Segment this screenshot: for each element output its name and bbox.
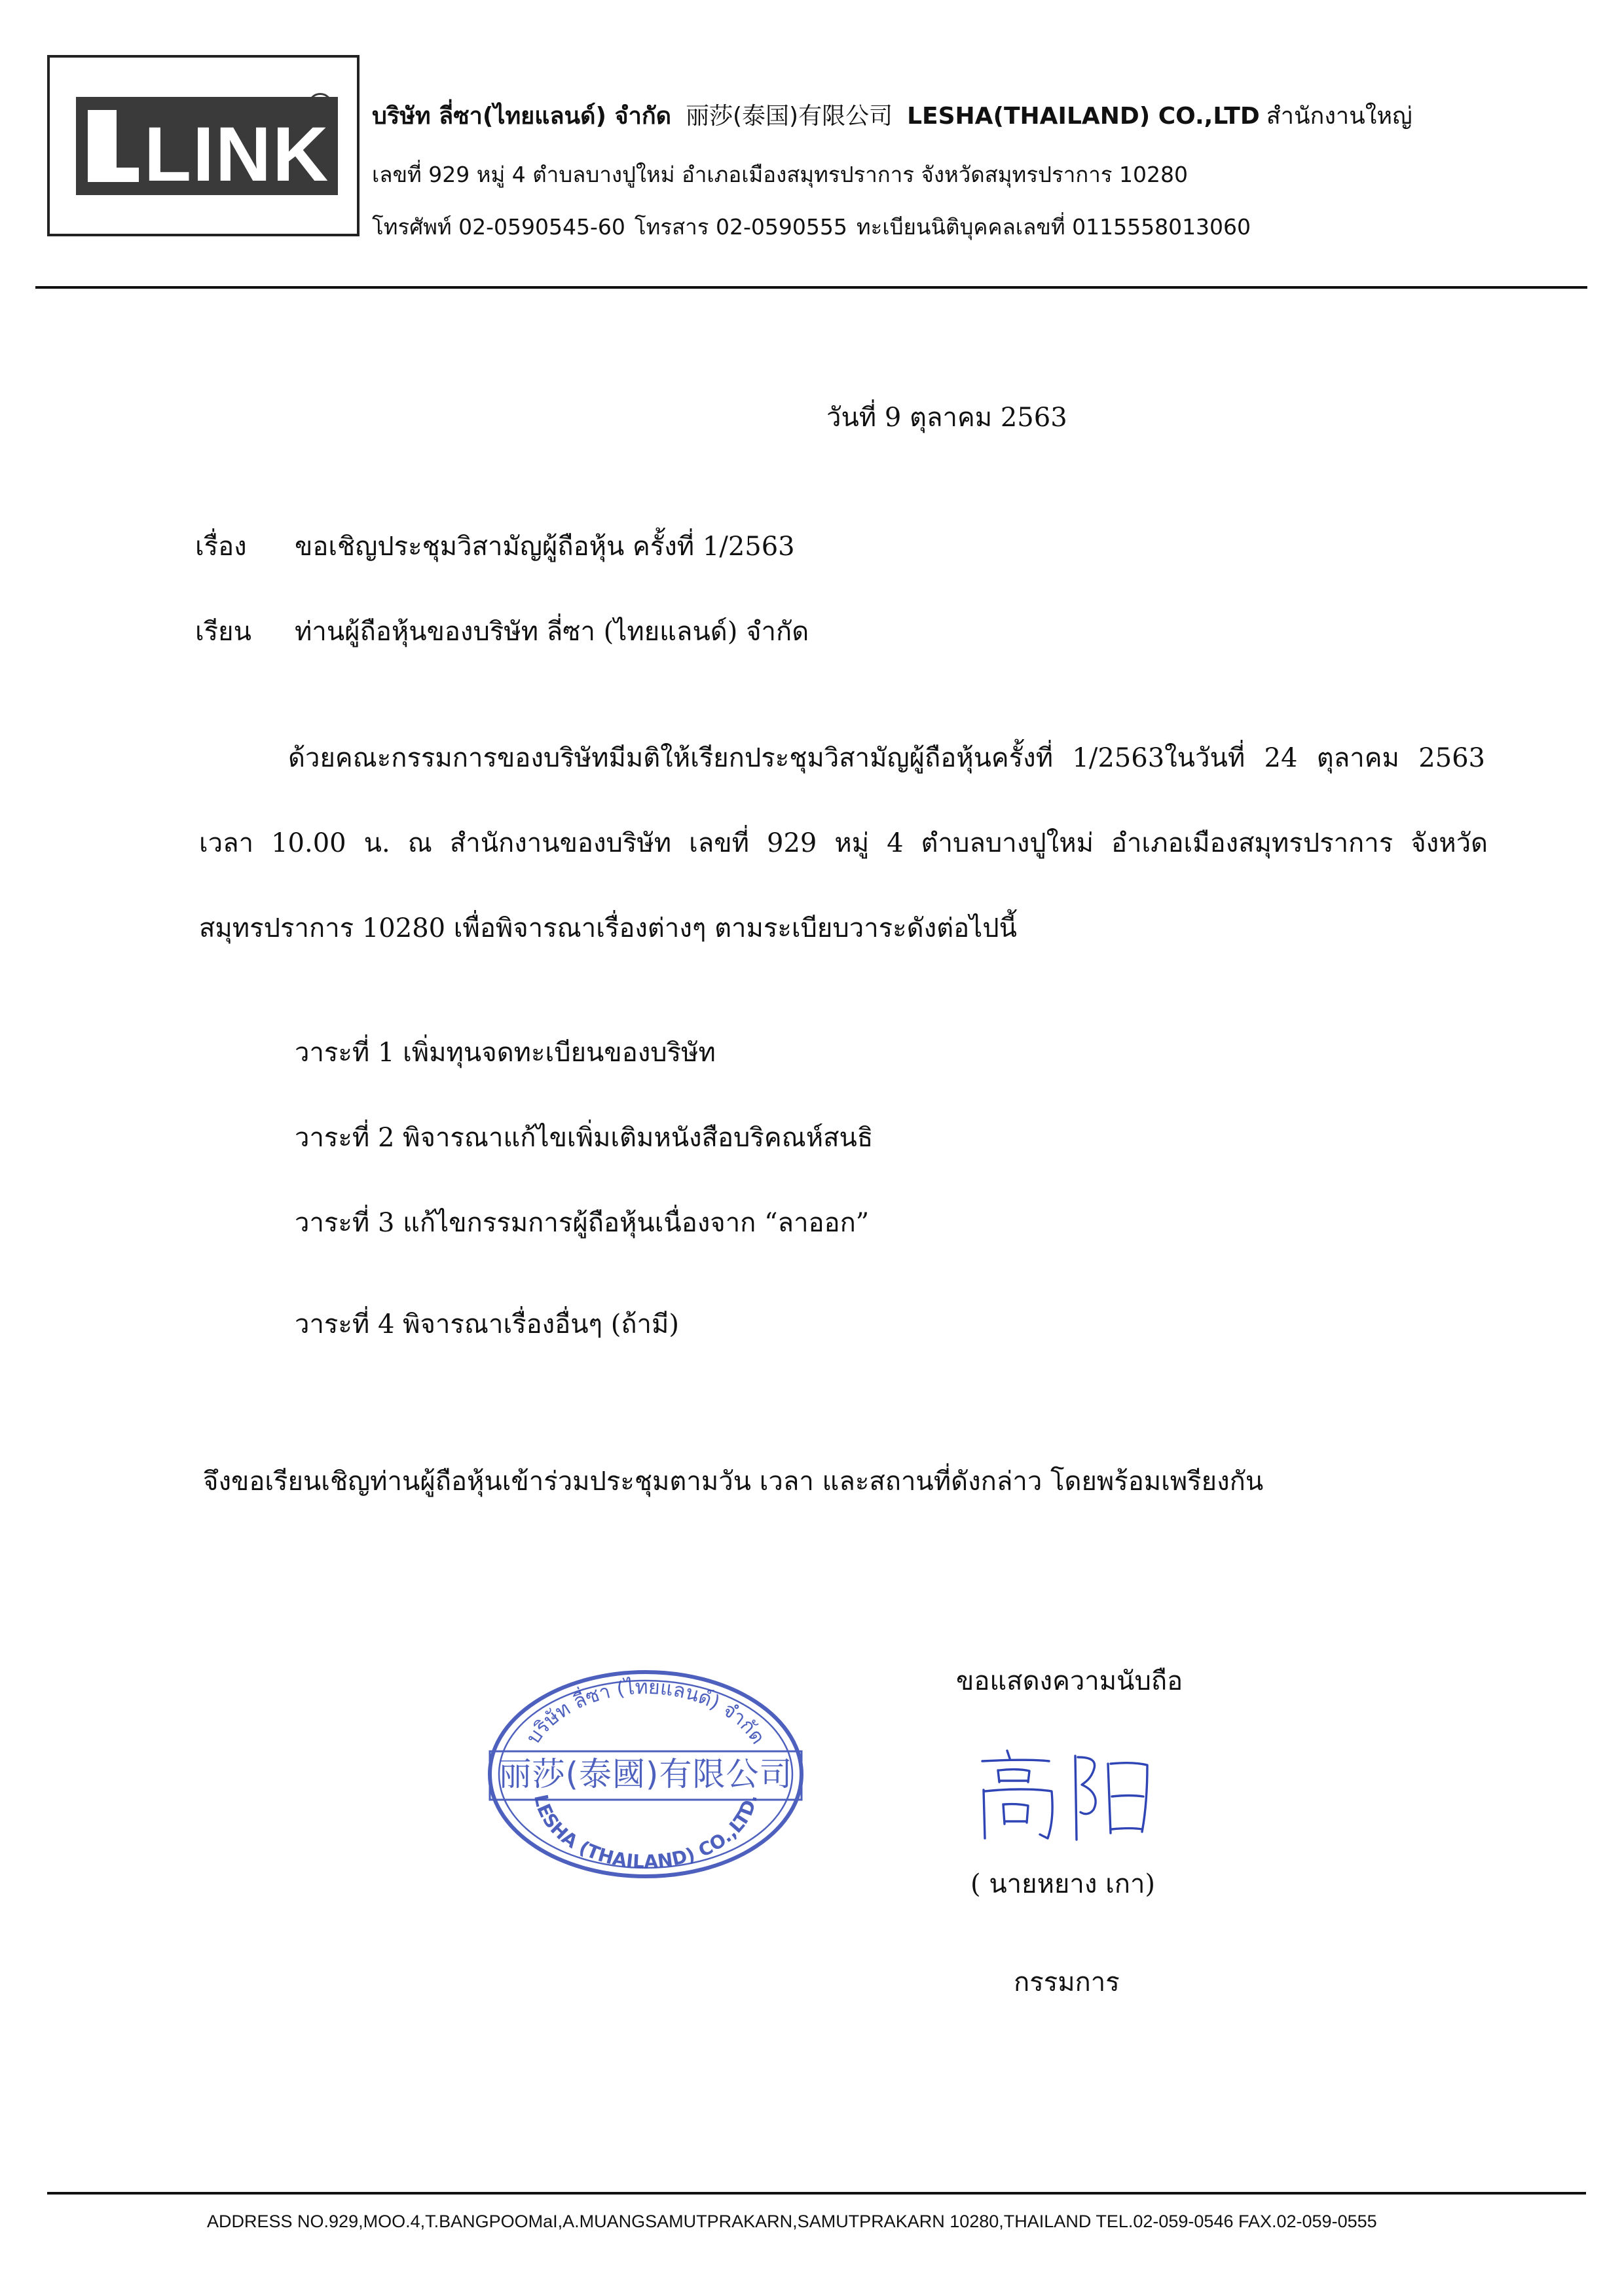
logo-wordmark: LINK xyxy=(144,111,330,195)
footer-address: ADDRESS NO.929,MOO.4,T.BANGPOOMaI,A.MUANGSAMUTPRAKARN,SAMUTPRAKARN 10280,THAILAND TEL.02-059-0546 FAX.02-059-0555 xyxy=(207,2212,1377,2231)
agenda-item: วาระที่ 1 เพิ่มทุนจดทะเบียนของบริษัท xyxy=(295,1038,716,1068)
letterhead-address: เลขที่ 929 หมู่ 4 ตำบลบางปูใหม่ อำเภอเมืองสมุทรปราการ จังหวัดสมุทรปราการ 10280 xyxy=(372,162,1188,187)
stamp-top-text: บริษัท ลี่ซา (ไทยแลนด์) จำกัด xyxy=(522,1675,769,1749)
agenda-item: วาระที่ 3 แก้ไขกรรมการผู้ถือหุ้นเนื่องจาก “ลาออก” xyxy=(295,1208,870,1238)
company-name-chinese: 丽莎(泰国)有限公司 xyxy=(686,103,893,130)
company-name-thai: บริษัท ลี่ซา(ไทยแลนด์) จำกัด xyxy=(372,103,671,130)
signer-title: กรรมการ xyxy=(1014,1967,1120,1997)
subject-label: เรื่อง xyxy=(195,532,247,562)
registered-mark-icon: R xyxy=(308,93,333,118)
complimentary-close: ขอแสดงความนับถือ xyxy=(956,1666,1183,1696)
agenda-item: วาระที่ 2 พิจารณาแก้ไขเพิ่มเติมหนังสือบริคณห์สนธิ xyxy=(295,1123,874,1153)
company-seal-stamp xyxy=(482,1666,809,1882)
header-divider xyxy=(35,286,1587,289)
letter-date: วันที่ 9 ตุลาคม 2563 xyxy=(826,403,1067,433)
svg-text:บริษัท ลี่ซา (ไทยแลนด์) จำกัด xyxy=(522,1676,769,1749)
stamp-bottom-text: LESHA (THAILAND) CO.,LTD. xyxy=(530,1792,762,1873)
body-paragraph-line-2: เวลา 10.00 น. ณ สำนักงานของบริษัท เลขที่ 929 หมู่ 4 ตำบลบางปูใหม่ อำเภอเมืองสมุทรปราการ จังหวัด xyxy=(199,828,1488,858)
letterhead-registration: ทะเบียนนิติบุคคลเลขที่ 0115558013060 xyxy=(856,214,1251,240)
company-name-english: LESHA(THAILAND) CO.,LTD xyxy=(907,103,1260,130)
letterhead-company-line xyxy=(372,97,1412,134)
recipient-label: เรียน xyxy=(195,617,251,647)
head-office-label: สำนักงานใหญ่ xyxy=(1266,103,1412,130)
signer-name: ( นายหยาง เกา) xyxy=(970,1869,1156,1899)
handwritten-signature xyxy=(969,1741,1159,1846)
closing-paragraph: จึงขอเรียนเชิญท่านผู้ถือหุ้นเข้าร่วมประชุมตามวัน เวลา และสถานที่ดังกล่าว โดยพร้อมเพรียงกัน xyxy=(203,1467,1264,1497)
footer-divider xyxy=(47,2192,1586,2195)
link-logo-mark xyxy=(76,97,338,195)
body-paragraph-line-1: ด้วยคณะกรรมการของบริษัทมีมติให้เรียกประชุมวิสามัญผู้ถือหุ้นครั้งที่ 1/2563ในวันที่ 24 ตุลาคม 2563 xyxy=(288,743,1485,773)
letterhead-phone: โทรศัพท์ 02-0590545-60 xyxy=(372,214,625,240)
recipient-text: ท่านผู้ถือหุ้นของบริษัท ลี่ซา (ไทยแลนด์) จำกัด xyxy=(295,617,809,647)
letterhead-contact-line xyxy=(372,210,1251,244)
stamp-center-text: 丽莎(泰國)有限公司 xyxy=(498,1755,793,1793)
subject-text: ขอเชิญประชุมวิสามัญผู้ถือหุ้น ครั้งที่ 1/2563 xyxy=(295,532,795,562)
company-logo xyxy=(47,55,360,236)
agenda-item: วาระที่ 4 พิจารณาเรื่องอื่นๆ (ถ้ามี) xyxy=(295,1309,679,1339)
body-paragraph-line-3: สมุทรปราการ 10280 เพื่อพิจารณาเรื่องต่างๆ ตามระเบียบวาระดังต่อไปนี้ xyxy=(199,913,1017,943)
letterhead-fax: โทรสาร 02-0590555 xyxy=(634,214,847,240)
